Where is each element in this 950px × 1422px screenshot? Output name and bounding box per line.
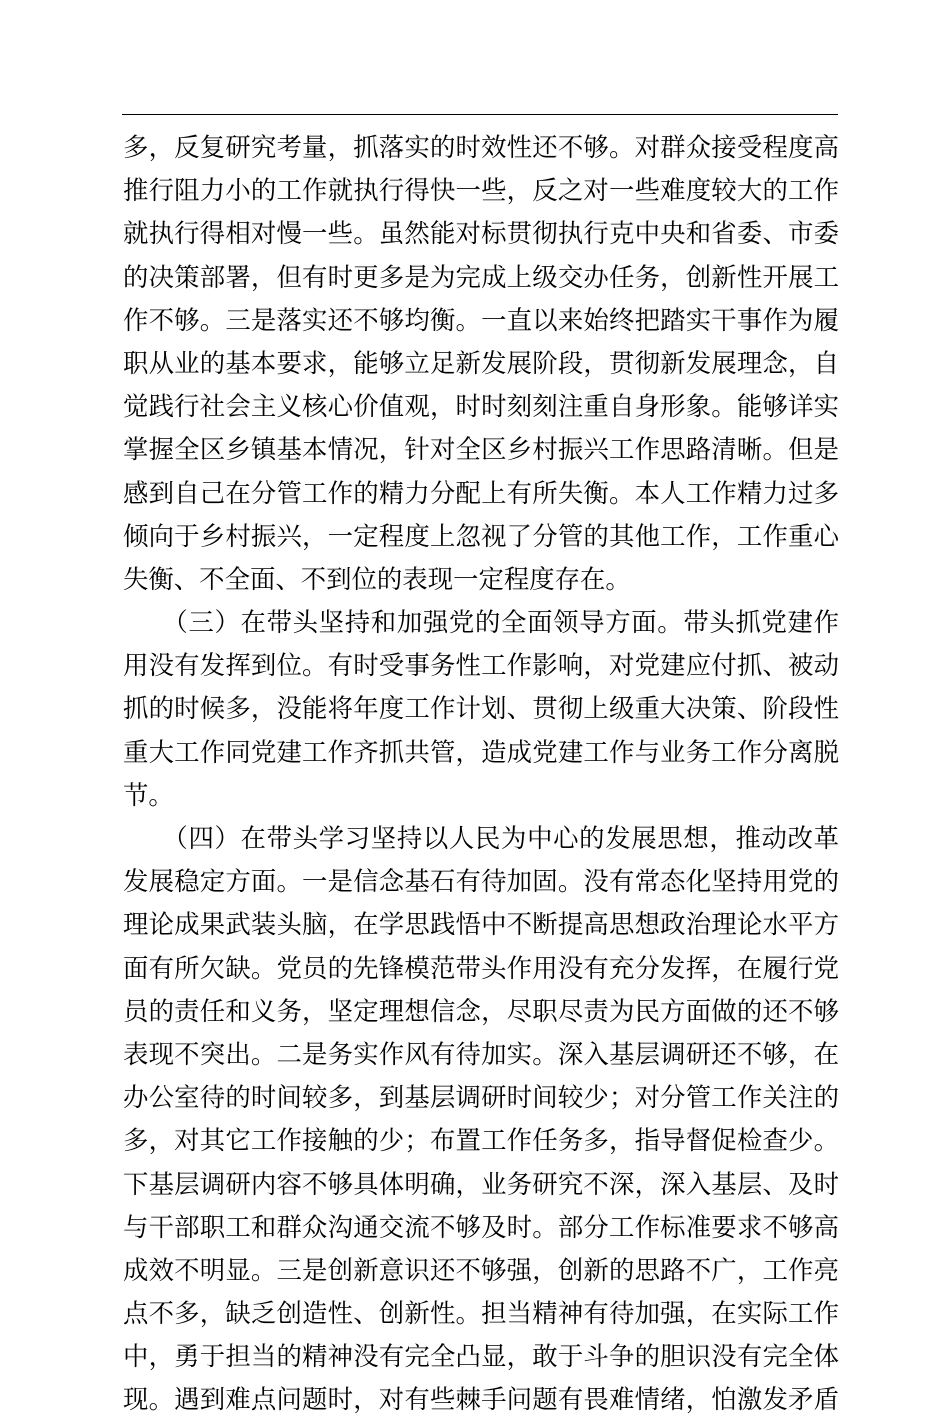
text-line: 与干部职工和群众沟通交流不够及时。部分工作标准要求不够高 (123, 1211, 839, 1242)
text-line: 理论成果武装头脑，在学思践悟中不断提高思想政治理论水平方 (123, 909, 839, 940)
text-line: 推行阻力小的工作就执行得快一些，反之对一些难度较大的工作 (123, 175, 839, 206)
text-line: 面有所欠缺。党员的先锋模范带头作用没有充分发挥，在履行党 (123, 952, 839, 983)
text-line: 感到自己在分管工作的精力分配上有所失衡。本人工作精力过多 (123, 477, 839, 508)
text-line: 多，反复研究考量，抓落实的时效性还不够。对群众接受程度高 (123, 132, 839, 162)
text-line: 职从业的基本要求，能够立足新发展阶段，贯彻新发展理念，自 (123, 347, 839, 378)
text-line: 员的责任和义务，坚定理想信念，尽职尽责为民方面做的还不够 (123, 995, 839, 1026)
text-line: 现。遇到难点问题时，对有些棘手问题有畏难情绪，怕激发矛盾 (123, 1384, 839, 1415)
text-line: （三）在带头坚持和加强党的全面领导方面。带头抓党建作 (123, 607, 839, 638)
text-line: （四）在带头学习坚持以人民为中心的发展思想，推动改革 (123, 823, 839, 853)
header-rule (122, 114, 838, 115)
text-line: 掌握全区乡镇基本情况，针对全区乡村振兴工作思路清晰。但是 (123, 434, 839, 465)
document-body (123, 126, 839, 1422)
text-line: 多，对其它工作接触的少；布置工作任务多，指导督促检查少。 (123, 1125, 839, 1156)
text-line: 的决策部署，但有时更多是为完成上级交办任务，创新性开展工 (123, 261, 839, 292)
text-line: 节。 (123, 779, 174, 810)
text-line: 表现不突出。二是务实作风有待加实。深入基层调研还不够，在 (123, 1038, 839, 1069)
text-line: 作不够。三是落实还不够均衡。一直以来始终把踏实干事作为履 (123, 304, 839, 335)
text-line: 中，勇于担当的精神没有完全凸显，敢于斗争的胆识没有完全体 (123, 1341, 839, 1372)
text-line: 失衡、不全面、不到位的表现一定程度存在。 (123, 563, 631, 594)
text-line: 发展稳定方面。一是信念基石有待加固。没有常态化坚持用党的 (123, 866, 839, 897)
text-line: 点不多，缺乏创造性、创新性。担当精神有待加强，在实际工作 (123, 1298, 839, 1329)
text-line: 办公室待的时间较多，到基层调研时间较少；对分管工作关注的 (123, 1082, 839, 1113)
text-line: 倾向于乡村振兴，一定程度上忽视了分管的其他工作，工作重心 (123, 520, 839, 551)
text-line: 成效不明显。三是创新意识还不够强，创新的思路不广，工作亮 (123, 1254, 839, 1285)
text-line: 下基层调研内容不够具体明确，业务研究不深，深入基层、及时 (123, 1168, 839, 1199)
text-line: 重大工作同党建工作齐抓共管，造成党建工作与业务工作分离脱 (123, 736, 839, 767)
text-line: 就执行得相对慢一些。虽然能对标贯彻执行克中央和省委、市委 (123, 218, 839, 249)
text-line: 用没有发挥到位。有时受事务性工作影响，对党建应付抓、被动 (123, 650, 839, 681)
text-line: 觉践行社会主义核心价值观，时时刻刻注重自身形象。能够详实 (123, 391, 839, 422)
text-line: 抓的时候多，没能将年度工作计划、贯彻上级重大决策、阶段性 (123, 693, 839, 724)
